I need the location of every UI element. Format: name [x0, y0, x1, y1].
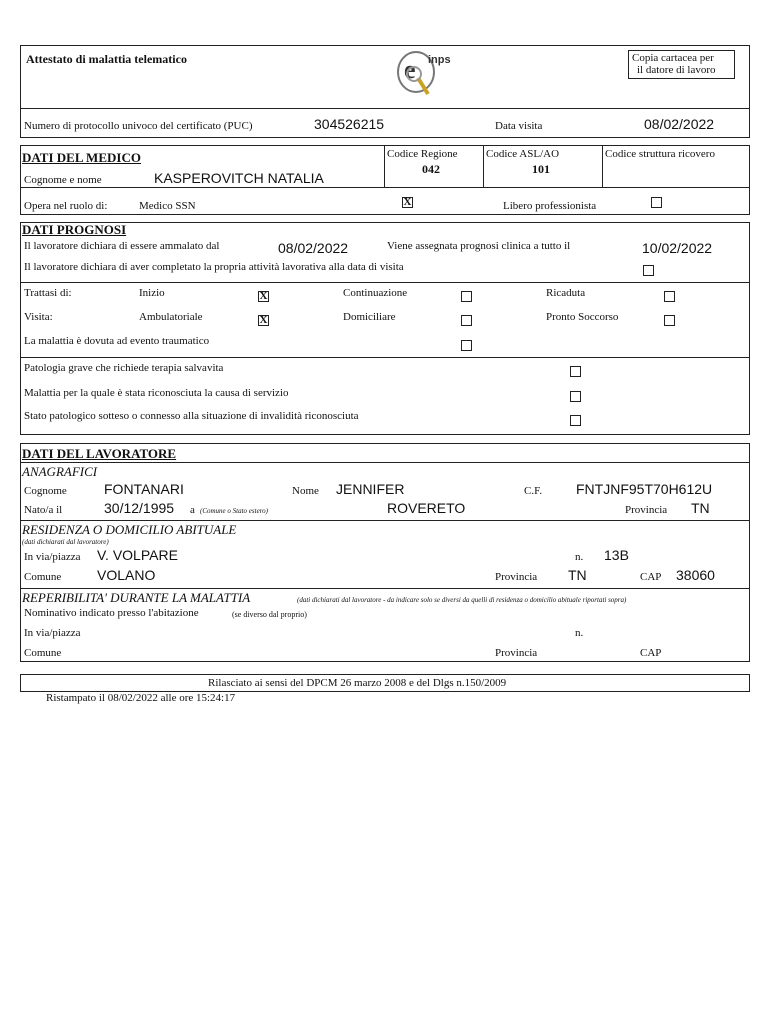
ristampato-text: Ristampato il 08/02/2022 alle ore 15:24:17 [46, 692, 236, 704]
rilasciato-text: Rilasciato ai sensi del DPCM 26 marzo 2008 e del Dlgs n.150/2009 [208, 677, 507, 689]
causa-servizio-checkbox[interactable] [570, 391, 581, 402]
invalidita-checkbox[interactable] [570, 415, 581, 426]
cap-value: 38060 [676, 567, 715, 583]
reperibilita-title: REPERIBILITA' DURANTE LA MALATTIA [22, 590, 251, 605]
ricaduta-checkbox[interactable] [664, 291, 675, 302]
medico-col3 [602, 145, 603, 187]
trattasi-label: Trattasi di: [24, 287, 72, 299]
completed-checkbox[interactable] [643, 265, 654, 276]
cognome-label: Cognome [24, 485, 67, 497]
ill-from-value: 08/02/2022 [278, 240, 349, 256]
role-ssn-checkbox[interactable]: X [403, 196, 412, 208]
medico-name-label: Cognome e nome [24, 174, 102, 186]
via-label: In via/piazza [24, 551, 81, 563]
continuazione-label: Continuazione [343, 287, 408, 299]
document-title: Attestato di malattia telematico [26, 52, 187, 66]
nominativo-label: Nominativo indicato presso l'abitazione [24, 607, 199, 619]
prognosis-value: 10/02/2022 [642, 240, 713, 256]
birth-value: 30/12/1995 [104, 500, 175, 516]
role-free-checkbox[interactable] [651, 197, 662, 208]
cf-label: C.F. [524, 485, 543, 497]
n-label: n. [575, 551, 584, 563]
role-label: Opera nel ruolo di: [24, 200, 108, 212]
asl-label: Codice ASL/AO [486, 148, 560, 160]
copy-note-line2: il datore di lavoro [637, 64, 716, 76]
rep-cap-label: CAP [640, 647, 662, 659]
birth-a: a [190, 504, 195, 516]
rep-prov-label: Provincia [495, 647, 538, 659]
ill-from-label: Il lavoratore dichiara di essere ammalato dal [24, 240, 220, 252]
birth-label: Nato/a il [24, 504, 63, 516]
inizio-label: Inizio [139, 287, 165, 299]
pronto-soccorso-checkbox[interactable] [664, 315, 675, 326]
cognome-value: FONTANARI [104, 481, 184, 497]
struttura-label: Codice struttura ricovero [605, 148, 715, 160]
birth-prov-value: TN [691, 500, 710, 516]
reperibilita-note: (dati dichiarati dal lavoratore - da indicare solo se diversi da quelli di residenza o domicilio abituale riportati sopra) [297, 596, 627, 604]
cf-value: FNTJNF95T70H612U [576, 481, 713, 497]
region-label: Codice Regione [387, 148, 458, 160]
birth-prov-label: Provincia [625, 504, 668, 516]
copy-note-line1: Copia cartacea per [632, 52, 714, 64]
ricaduta-label: Ricaduta [546, 287, 586, 299]
medico-divider [20, 187, 750, 188]
rep-via-label: In via/piazza [24, 627, 81, 639]
continuazione-checkbox[interactable] [461, 291, 472, 302]
anagrafici-title: ANAGRAFICI [22, 464, 98, 479]
asl-value: 101 [532, 162, 550, 176]
completed-label: Il lavoratore dichiara di aver completato la propria attività lavorativa alla data di visita [24, 261, 404, 273]
lavoratore-divider-1 [20, 462, 750, 463]
prognosi-divider-1 [20, 282, 750, 283]
visit-date-value: 08/02/2022 [644, 116, 715, 132]
birth-place-value: ROVERETO [387, 500, 466, 516]
trauma-label: La malattia è dovuta ad evento traumatico [24, 335, 210, 347]
puc-label: Numero di protocollo univoco del certificato (PUC) [24, 120, 253, 132]
medico-name-value: KASPEROVITCH NATALIA [154, 170, 324, 186]
ambulatoriale-checkbox[interactable]: X [259, 314, 268, 326]
svg-text:e: e [404, 55, 416, 84]
role-free-label: Libero professionista [503, 200, 597, 212]
trauma-checkbox[interactable] [461, 340, 472, 351]
prognosi-box [20, 222, 750, 435]
rep-n-label: n. [575, 627, 584, 639]
nome-value: JENNIFER [336, 481, 405, 497]
res-prov-value: TN [568, 567, 587, 583]
comune-value: VOLANO [97, 567, 156, 583]
rep-comune-label: Comune [24, 647, 62, 659]
pronto-soccorso-label: Pronto Soccorso [546, 311, 619, 323]
n-value: 13B [604, 547, 629, 563]
medico-col2 [483, 145, 484, 187]
nominativo-note: (se diverso dal proprio) [232, 610, 307, 619]
ambulatoriale-label: Ambulatoriale [139, 311, 203, 323]
via-value: V. VOLPARE [97, 547, 178, 563]
res-prov-label: Provincia [495, 571, 538, 583]
patologia-grave-label: Patologia grave che richiede terapia salvavita [24, 362, 224, 374]
visit-date-label: Data visita [495, 120, 543, 132]
domiciliare-label: Domiciliare [343, 311, 396, 323]
invalidita-label: Stato patologico sotteso o connesso alla situazione di invalidità riconosciuta [24, 410, 359, 422]
role-ssn-label: Medico SSN [139, 200, 196, 212]
lavoratore-section-title: DATI DEL LAVORATORE [22, 446, 177, 461]
visita-label: Visita: [24, 311, 53, 323]
cap-label: CAP [640, 571, 662, 583]
causa-servizio-label: Malattia per la quale è stata riconosciuta la causa di servizio [24, 387, 289, 399]
residenza-note: (dati dichiarati dal lavoratore) [22, 538, 109, 546]
lavoratore-divider-2 [20, 520, 750, 521]
header-divider [20, 108, 750, 109]
logo-text: inps [428, 54, 451, 66]
medico-section-title: DATI DEL MEDICO [22, 150, 141, 165]
region-value: 042 [422, 162, 440, 176]
prognosi-divider-2 [20, 357, 750, 358]
puc-value: 304526215 [314, 116, 385, 132]
patologia-grave-checkbox[interactable] [570, 366, 581, 377]
inps-logo [388, 48, 458, 100]
prognosi-section-title: DATI PROGNOSI [22, 222, 127, 237]
inizio-checkbox[interactable]: X [259, 290, 268, 302]
comune-label: Comune [24, 571, 62, 583]
medico-col1 [384, 145, 385, 187]
residenza-title: RESIDENZA O DOMICILIO ABITUALE [22, 522, 237, 537]
birth-place-note: (Comune o Stato estero) [200, 507, 268, 515]
lavoratore-divider-3 [20, 588, 750, 589]
nome-label: Nome [292, 485, 319, 497]
domiciliare-checkbox[interactable] [461, 315, 472, 326]
prognosis-label: Viene assegnata prognosi clinica a tutto il [387, 240, 571, 252]
